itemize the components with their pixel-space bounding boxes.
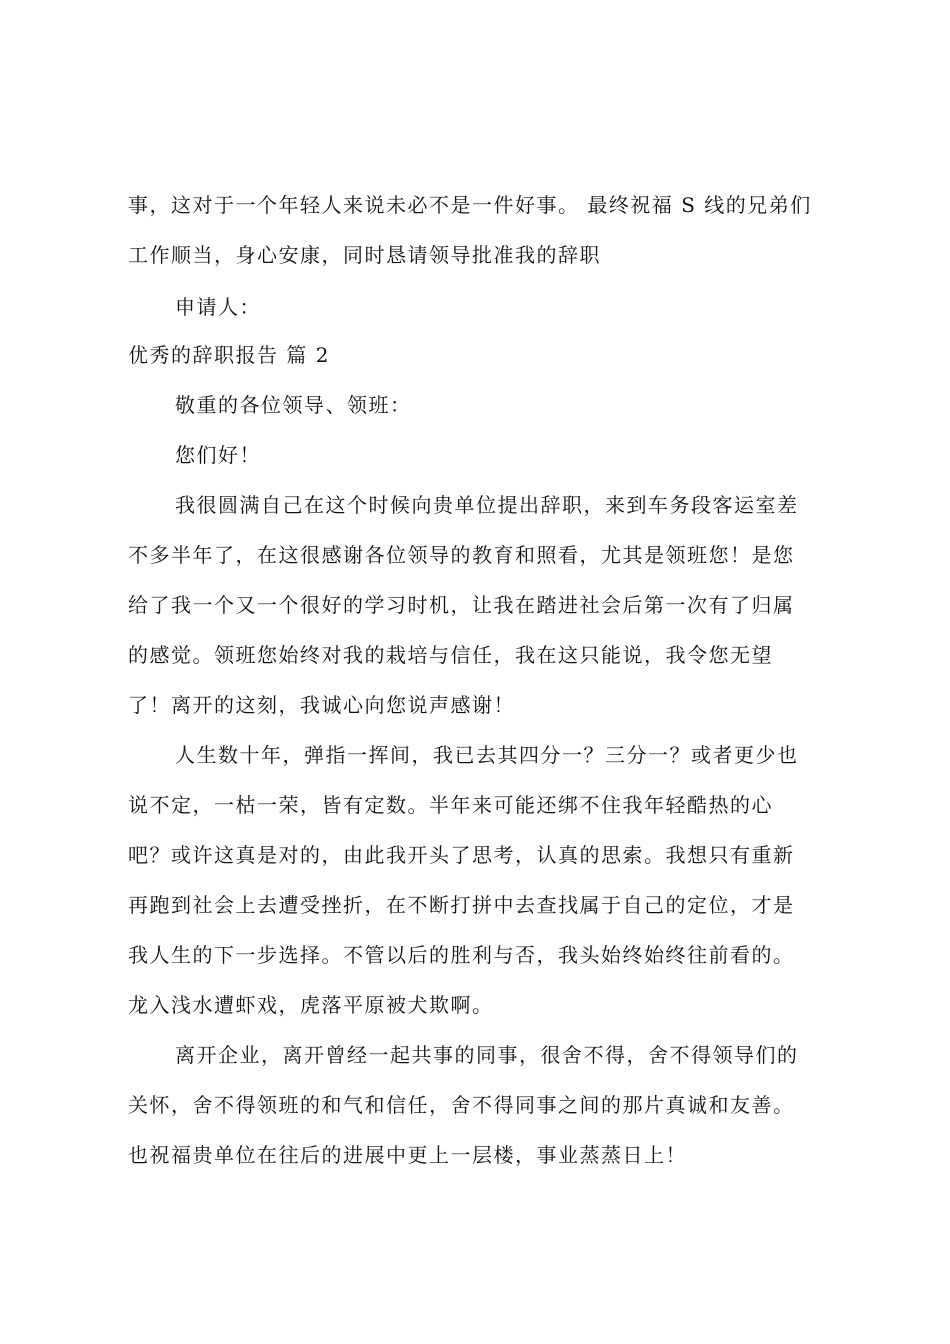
body-text-line: 不多半年了，在这很感谢各位领导的教育和照看，尤其是领班您！是您	[128, 543, 795, 567]
body-text-line: 事，这对于一个年轻人来说未必不是一件好事。 最终祝福 S 线的兄弟们	[128, 193, 812, 217]
greeting: 您们好！	[175, 443, 261, 467]
body-text-line: 关怀，舍不得领班的和气和信任，舍不得同事之间的那片真诚和友善。	[128, 1093, 795, 1117]
salutation: 敬重的各位领导、领班：	[175, 393, 412, 417]
body-text-line: 龙入浅水遭虾戏，虎落平原被犬欺啊。	[128, 993, 494, 1017]
body-text-line: 的感觉。领班您始终对我的栽培与信任，我在这只能说，我令您无望	[128, 643, 773, 667]
body-text-line: 说不定，一枯一荣，皆有定数。半年来可能还绑不住我年轻酷热的心	[128, 793, 773, 817]
body-text-line: 吧？或许这真是对的，由此我开头了思考，认真的思索。我想只有重新	[128, 843, 795, 867]
body-text-line: 工作顺当，身心安康，同时恳请领导批准我的辞职	[128, 243, 601, 267]
body-text-line: 人生数十年，弹指一挥间，我已去其四分一？三分一？或者更少也	[175, 743, 799, 767]
applicant-label: 申请人：	[175, 295, 261, 319]
body-text-line: 离开企业，离开曾经一起共事的同事，很舍不得，舍不得领导们的	[175, 1043, 799, 1067]
body-text-line: 给了我一个又一个很好的学习时机，让我在踏进社会后第一次有了归属	[128, 593, 795, 617]
body-text-line: 了！离开的这刻，我诚心向您说声感谢！	[128, 693, 515, 717]
body-text-line: 再跑到社会上去遭受挫折，在不断打拼中去查找属于自己的定位，才是	[128, 893, 795, 917]
body-text-line: 也祝福贵单位在往后的进展中更上一层楼，事业蒸蒸日上！	[128, 1143, 687, 1167]
body-text-line: 我很圆满自己在这个时候向贵单位提出辞职，来到车务段客运室差	[175, 493, 799, 517]
body-text-line: 我人生的下一步选择。不管以后的胜利与否，我头始终始终往前看的。	[128, 943, 795, 967]
section-heading: 优秀的辞职报告 篇 2	[128, 343, 330, 367]
